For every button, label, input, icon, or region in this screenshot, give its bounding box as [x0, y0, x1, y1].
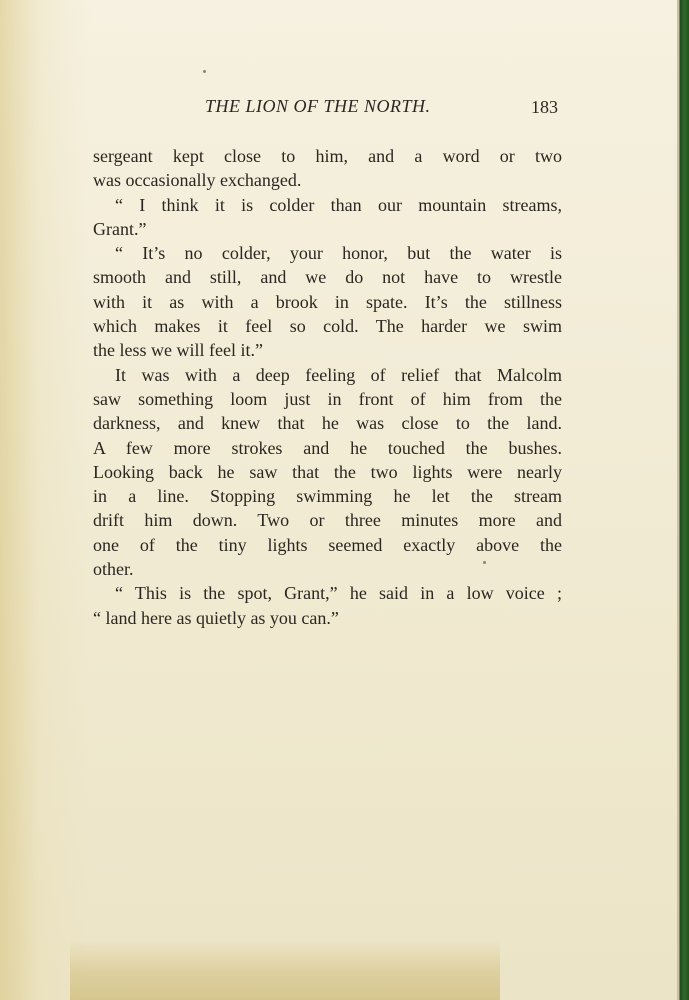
text-line: saw something loom just in front of him from the — [93, 388, 562, 409]
text-line: in a line. Stopping swimming he let the stream — [93, 486, 562, 507]
text-line: “ It’s no colder, your honor, but the water is — [115, 243, 562, 264]
text-line: smooth and still, and we do not have to wrestle — [93, 267, 562, 288]
text-line: was occasionally exchanged. — [93, 170, 302, 191]
text-line: one of the tiny lights seemed exactly above the — [93, 534, 562, 555]
text-line: Grant.” — [93, 218, 147, 239]
book-spine-edge — [677, 0, 689, 1000]
text-line: the less we will feel it.” — [93, 340, 263, 361]
text-line: drift him down. Two or three minutes more and — [93, 510, 562, 531]
page-discoloration — [70, 940, 500, 1000]
ink-speck — [203, 70, 206, 73]
text-line: Looking back he saw that the two lights were nearly — [93, 461, 562, 482]
text-line: “ This is the spot, Grant,” he said in a low voice ; — [115, 583, 562, 604]
text-line: other. — [93, 559, 134, 580]
page-number: 183 — [531, 97, 558, 117]
text-line: A few more strokes and he touched the bushes. — [93, 437, 562, 458]
page-header — [0, 96, 689, 126]
running-title: THE LION OF THE NORTH. — [205, 96, 431, 116]
text-line: which makes it feel so cold. The harder we swim — [93, 316, 562, 337]
text-line: “ I think it is colder than our mountain streams, — [115, 194, 562, 215]
text-line: darkness, and knew that he was close to the land. — [93, 413, 562, 434]
text-line: with it as with a brook in spate. It’s the stillness — [93, 291, 562, 312]
text-line: sergeant kept close to him, and a word or two — [93, 146, 562, 166]
text-line: It was with a deep feeling of relief that Malcolm — [115, 364, 562, 385]
body-text — [93, 144, 562, 630]
text-line: “ land here as quietly as you can.” — [93, 607, 339, 628]
